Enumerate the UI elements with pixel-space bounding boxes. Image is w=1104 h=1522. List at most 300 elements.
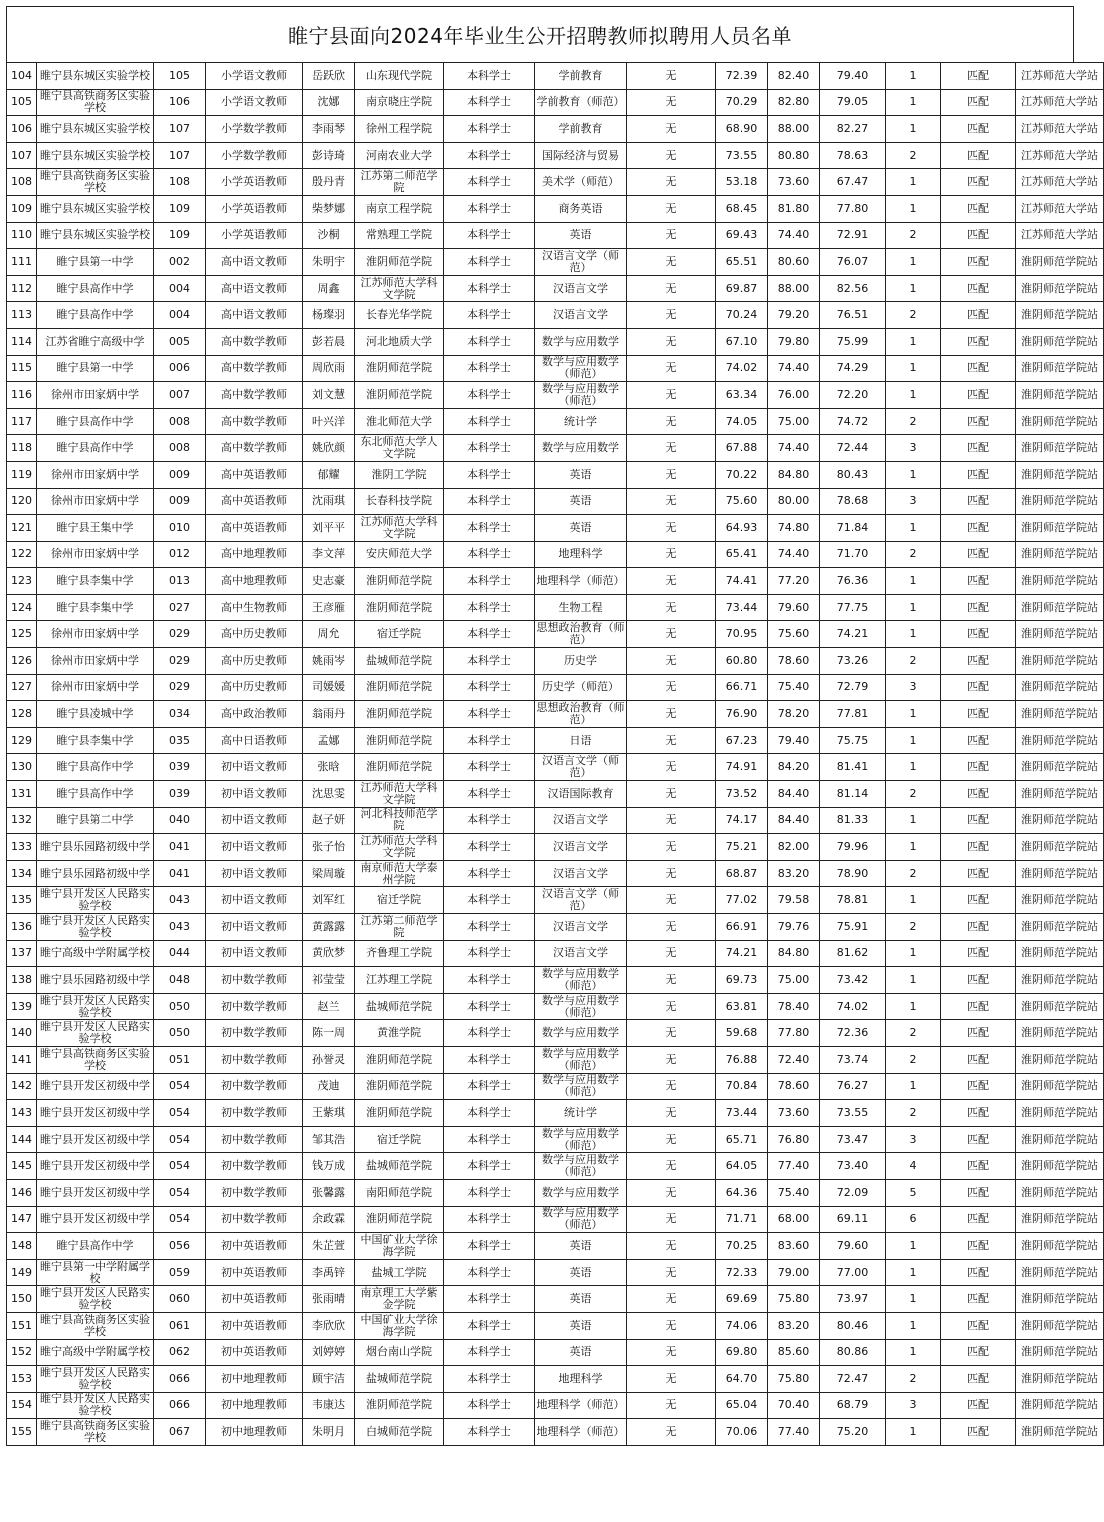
table-row (7, 1073, 1104, 1100)
table-row (7, 887, 1104, 914)
match-cell: 匹配 (941, 993, 1016, 1020)
position-cell: 高中历史教师 (206, 674, 303, 701)
seq-cell: 106 (7, 116, 37, 143)
total-score-cell: 75.20 (820, 1419, 886, 1446)
university-cell: 长春科技学院 (355, 488, 444, 515)
rank-cell: 2 (886, 781, 941, 808)
school-cell: 睢宁县开发区人民路实验学校 (37, 887, 154, 914)
major-cell: 地理科学 (535, 1366, 627, 1393)
total-score-cell: 78.81 (820, 887, 886, 914)
school-cell: 睢宁县开发区初级中学 (37, 1073, 154, 1100)
station-cell: 淮阴师范学院站 (1016, 568, 1104, 595)
interview-score-cell: 84.40 (768, 781, 820, 808)
table-row (7, 222, 1104, 249)
university-cell: 长春光华学院 (355, 302, 444, 329)
rank-cell: 1 (886, 116, 941, 143)
university-cell: 淮阴师范学院 (355, 1206, 444, 1233)
school-cell: 睢宁县开发区初级中学 (37, 1206, 154, 1233)
position-cell: 初中地理教师 (206, 1419, 303, 1446)
total-score-cell: 80.46 (820, 1312, 886, 1339)
position-cell: 高中数学教师 (206, 355, 303, 382)
table-row (7, 195, 1104, 222)
name-cell: 孙誉灵 (303, 1046, 355, 1073)
written-score-cell: 70.29 (716, 89, 768, 116)
rank-cell: 2 (886, 1046, 941, 1073)
university-cell: 安庆师范大学 (355, 541, 444, 568)
post-code-cell: 054 (154, 1100, 206, 1127)
major-cell: 数学与应用数学 (535, 1020, 627, 1047)
extra-cell: 无 (627, 887, 716, 914)
rank-cell: 1 (886, 1286, 941, 1313)
university-cell: 烟台南山学院 (355, 1339, 444, 1366)
position-cell: 高中英语教师 (206, 461, 303, 488)
written-score-cell: 64.70 (716, 1366, 768, 1393)
major-cell: 英语 (535, 515, 627, 542)
university-cell: 江苏师范大学科文学院 (355, 834, 444, 861)
major-cell: 数学与应用数学（师范） (535, 1046, 627, 1073)
rank-cell: 1 (886, 1073, 941, 1100)
rank-cell: 1 (886, 1312, 941, 1339)
station-cell: 淮阴师范学院站 (1016, 1339, 1104, 1366)
degree-cell: 本科学士 (444, 727, 535, 754)
extra-cell: 无 (627, 568, 716, 595)
degree-cell: 本科学士 (444, 1020, 535, 1047)
interview-score-cell: 79.00 (768, 1259, 820, 1286)
station-cell: 淮阴师范学院站 (1016, 461, 1104, 488)
interview-score-cell: 77.40 (768, 1153, 820, 1180)
school-cell: 睢宁县东城区实验学校 (37, 63, 154, 90)
table-row (7, 1286, 1104, 1313)
major-cell: 统计学 (535, 408, 627, 435)
station-cell: 淮阴师范学院站 (1016, 275, 1104, 302)
station-cell: 淮阴师范学院站 (1016, 1259, 1104, 1286)
degree-cell: 本科学士 (444, 1206, 535, 1233)
total-score-cell: 81.41 (820, 754, 886, 781)
degree-cell: 本科学士 (444, 914, 535, 941)
seq-cell: 107 (7, 142, 37, 169)
post-code-cell: 027 (154, 594, 206, 621)
university-cell: 淮阴师范学院 (355, 249, 444, 276)
station-cell: 淮阴师范学院站 (1016, 914, 1104, 941)
post-code-cell: 041 (154, 834, 206, 861)
written-score-cell: 76.90 (716, 701, 768, 728)
seq-cell: 122 (7, 541, 37, 568)
school-cell: 睢宁县高铁商务区实验学校 (37, 169, 154, 196)
interview-score-cell: 88.00 (768, 116, 820, 143)
station-cell: 淮阴师范学院站 (1016, 594, 1104, 621)
rank-cell: 1 (886, 1419, 941, 1446)
post-code-cell: 002 (154, 249, 206, 276)
interview-score-cell: 74.40 (768, 222, 820, 249)
university-cell: 淮阴师范学院 (355, 701, 444, 728)
station-cell: 淮阴师范学院站 (1016, 621, 1104, 648)
post-code-cell: 059 (154, 1259, 206, 1286)
degree-cell: 本科学士 (444, 461, 535, 488)
total-score-cell: 81.33 (820, 807, 886, 834)
major-cell: 汉语言文学（师范） (535, 754, 627, 781)
major-cell: 英语 (535, 1312, 627, 1339)
seq-cell: 136 (7, 914, 37, 941)
major-cell: 英语 (535, 1339, 627, 1366)
name-cell: 茂迪 (303, 1073, 355, 1100)
interview-score-cell: 84.20 (768, 754, 820, 781)
extra-cell: 无 (627, 1339, 716, 1366)
major-cell: 地理科学 (535, 541, 627, 568)
table-row (7, 967, 1104, 994)
name-cell: 翁雨丹 (303, 701, 355, 728)
post-code-cell: 004 (154, 302, 206, 329)
university-cell: 江苏师范大学科文学院 (355, 781, 444, 808)
position-cell: 小学数学教师 (206, 116, 303, 143)
match-cell: 匹配 (941, 275, 1016, 302)
school-cell: 睢宁县开发区初级中学 (37, 1153, 154, 1180)
university-cell: 淮阴师范学院 (355, 382, 444, 409)
total-score-cell: 73.55 (820, 1100, 886, 1127)
post-code-cell: 010 (154, 515, 206, 542)
table-row (7, 1206, 1104, 1233)
station-cell: 淮阴师范学院站 (1016, 328, 1104, 355)
position-cell: 初中数学教师 (206, 1046, 303, 1073)
table-row (7, 1339, 1104, 1366)
extra-cell: 无 (627, 169, 716, 196)
degree-cell: 本科学士 (444, 1392, 535, 1419)
university-cell: 黄淮学院 (355, 1020, 444, 1047)
university-cell: 南阳师范学院 (355, 1179, 444, 1206)
major-cell: 数学与应用数学（师范） (535, 993, 627, 1020)
name-cell: 岳跃欣 (303, 63, 355, 90)
degree-cell: 本科学士 (444, 1286, 535, 1313)
extra-cell: 无 (627, 515, 716, 542)
table-row (7, 461, 1104, 488)
position-cell: 小学数学教师 (206, 142, 303, 169)
major-cell: 数学与应用数学 (535, 1179, 627, 1206)
major-cell: 历史学（师范） (535, 674, 627, 701)
post-code-cell: 048 (154, 967, 206, 994)
name-cell: 黄露露 (303, 914, 355, 941)
seq-cell: 110 (7, 222, 37, 249)
station-cell: 淮阴师范学院站 (1016, 1233, 1104, 1260)
table-row (7, 648, 1104, 675)
university-cell: 盐城工学院 (355, 1259, 444, 1286)
seq-cell: 117 (7, 408, 37, 435)
match-cell: 匹配 (941, 302, 1016, 329)
rank-cell: 1 (886, 887, 941, 914)
table-row (7, 382, 1104, 409)
position-cell: 初中语文教师 (206, 807, 303, 834)
major-cell: 地理科学（师范） (535, 1419, 627, 1446)
seq-cell: 127 (7, 674, 37, 701)
post-code-cell: 043 (154, 887, 206, 914)
university-cell: 宿迁学院 (355, 887, 444, 914)
major-cell: 英语 (535, 1259, 627, 1286)
position-cell: 高中语文教师 (206, 275, 303, 302)
school-cell: 睢宁县高作中学 (37, 435, 154, 462)
interview-score-cell: 85.60 (768, 1339, 820, 1366)
written-score-cell: 72.33 (716, 1259, 768, 1286)
school-cell: 睢宁县第二中学 (37, 807, 154, 834)
written-score-cell: 69.80 (716, 1339, 768, 1366)
rank-cell: 1 (886, 275, 941, 302)
seq-cell: 149 (7, 1259, 37, 1286)
extra-cell: 无 (627, 435, 716, 462)
name-cell: 张子怡 (303, 834, 355, 861)
total-score-cell: 77.75 (820, 594, 886, 621)
degree-cell: 本科学士 (444, 222, 535, 249)
position-cell: 小学英语教师 (206, 169, 303, 196)
station-cell: 淮阴师范学院站 (1016, 674, 1104, 701)
school-cell: 徐州市田家炳中学 (37, 648, 154, 675)
seq-cell: 150 (7, 1286, 37, 1313)
extra-cell: 无 (627, 1312, 716, 1339)
match-cell: 匹配 (941, 1286, 1016, 1313)
name-cell: 陈一周 (303, 1020, 355, 1047)
station-cell: 淮阴师范学院站 (1016, 887, 1104, 914)
degree-cell: 本科学士 (444, 887, 535, 914)
written-score-cell: 76.88 (716, 1046, 768, 1073)
school-cell: 睢宁县高作中学 (37, 781, 154, 808)
school-cell: 睢宁县开发区初级中学 (37, 1126, 154, 1153)
total-score-cell: 72.09 (820, 1179, 886, 1206)
extra-cell: 无 (627, 754, 716, 781)
total-score-cell: 73.74 (820, 1046, 886, 1073)
written-score-cell: 68.87 (716, 860, 768, 887)
position-cell: 初中英语教师 (206, 1233, 303, 1260)
degree-cell: 本科学士 (444, 382, 535, 409)
name-cell: 沈思雯 (303, 781, 355, 808)
post-code-cell: 066 (154, 1392, 206, 1419)
total-score-cell: 76.36 (820, 568, 886, 595)
seq-cell: 131 (7, 781, 37, 808)
university-cell: 淮阴工学院 (355, 461, 444, 488)
post-code-cell: 040 (154, 807, 206, 834)
position-cell: 初中英语教师 (206, 1339, 303, 1366)
written-score-cell: 70.84 (716, 1073, 768, 1100)
interview-score-cell: 78.60 (768, 1073, 820, 1100)
major-cell: 生物工程 (535, 594, 627, 621)
rank-cell: 1 (886, 727, 941, 754)
interview-score-cell: 76.00 (768, 382, 820, 409)
written-score-cell: 65.04 (716, 1392, 768, 1419)
degree-cell: 本科学士 (444, 89, 535, 116)
seq-cell: 129 (7, 727, 37, 754)
major-cell: 学前教育（师范） (535, 89, 627, 116)
extra-cell: 无 (627, 275, 716, 302)
major-cell: 数学与应用数学（师范） (535, 1206, 627, 1233)
name-cell: 李文萍 (303, 541, 355, 568)
school-cell: 睢宁县开发区初级中学 (37, 1100, 154, 1127)
degree-cell: 本科学士 (444, 594, 535, 621)
total-score-cell: 72.91 (820, 222, 886, 249)
written-score-cell: 69.87 (716, 275, 768, 302)
written-score-cell: 74.91 (716, 754, 768, 781)
extra-cell: 无 (627, 116, 716, 143)
interview-score-cell: 73.60 (768, 169, 820, 196)
major-cell: 汉语言文学（师范） (535, 887, 627, 914)
seq-cell: 125 (7, 621, 37, 648)
extra-cell: 无 (627, 89, 716, 116)
station-cell: 江苏师范大学站 (1016, 142, 1104, 169)
match-cell: 匹配 (941, 621, 1016, 648)
post-code-cell: 013 (154, 568, 206, 595)
position-cell: 初中数学教师 (206, 1206, 303, 1233)
degree-cell: 本科学士 (444, 169, 535, 196)
position-cell: 初中语文教师 (206, 887, 303, 914)
school-cell: 睢宁县王集中学 (37, 515, 154, 542)
extra-cell: 无 (627, 1233, 716, 1260)
school-cell: 睢宁县第一中学附属学校 (37, 1259, 154, 1286)
match-cell: 匹配 (941, 1339, 1016, 1366)
name-cell: 朱芷萱 (303, 1233, 355, 1260)
extra-cell: 无 (627, 249, 716, 276)
table-row (7, 275, 1104, 302)
written-score-cell: 68.45 (716, 195, 768, 222)
post-code-cell: 004 (154, 275, 206, 302)
match-cell: 匹配 (941, 63, 1016, 90)
seq-cell: 130 (7, 754, 37, 781)
major-cell: 思想政治教育（师范） (536, 701, 625, 727)
degree-cell: 本科学士 (444, 1179, 535, 1206)
seq-cell: 111 (7, 249, 37, 276)
rank-cell: 1 (886, 63, 941, 90)
school-cell: 睢宁县李集中学 (37, 594, 154, 621)
name-cell: 李禹锌 (303, 1259, 355, 1286)
match-cell: 匹配 (941, 727, 1016, 754)
total-score-cell: 73.40 (820, 1153, 886, 1180)
name-cell: 姚雨岑 (303, 648, 355, 675)
interview-score-cell: 80.00 (768, 488, 820, 515)
degree-cell: 本科学士 (444, 63, 535, 90)
table-row (7, 1259, 1104, 1286)
table-row (7, 914, 1104, 941)
university-cell: 江苏第二师范学院 (355, 169, 444, 196)
match-cell: 匹配 (941, 1419, 1016, 1446)
major-cell: 数学与应用数学（师范） (535, 1153, 627, 1180)
university-cell: 淮阴师范学院 (355, 1046, 444, 1073)
school-cell: 睢宁县高铁商务区实验学校 (37, 1419, 154, 1446)
total-score-cell: 80.86 (820, 1339, 886, 1366)
rank-cell: 1 (886, 993, 941, 1020)
post-code-cell: 005 (154, 328, 206, 355)
total-score-cell: 77.00 (820, 1259, 886, 1286)
post-code-cell: 062 (154, 1339, 206, 1366)
total-score-cell: 75.91 (820, 914, 886, 941)
total-score-cell: 75.75 (820, 727, 886, 754)
table-row (7, 1233, 1104, 1260)
table-row (7, 1046, 1104, 1073)
university-cell: 河北地质大学 (355, 328, 444, 355)
match-cell: 匹配 (941, 1126, 1016, 1153)
written-score-cell: 68.90 (716, 116, 768, 143)
station-cell: 淮阴师范学院站 (1016, 1153, 1104, 1180)
position-cell: 高中政治教师 (206, 701, 303, 728)
written-score-cell: 65.51 (716, 249, 768, 276)
match-cell: 匹配 (941, 940, 1016, 967)
position-cell: 初中数学教师 (206, 993, 303, 1020)
written-score-cell: 65.71 (716, 1126, 768, 1153)
interview-score-cell: 82.00 (768, 834, 820, 861)
total-score-cell: 73.26 (820, 648, 886, 675)
degree-cell: 本科学士 (444, 249, 535, 276)
post-code-cell: 108 (154, 169, 206, 196)
match-cell: 匹配 (941, 355, 1016, 382)
major-cell: 数学与应用数学（师范） (535, 1126, 627, 1153)
rank-cell: 1 (886, 1259, 941, 1286)
extra-cell: 无 (627, 302, 716, 329)
position-cell: 初中数学教师 (206, 1020, 303, 1047)
station-cell: 淮阴师范学院站 (1016, 488, 1104, 515)
interview-score-cell: 79.58 (768, 887, 820, 914)
written-score-cell: 63.34 (716, 382, 768, 409)
station-cell: 江苏师范大学站 (1016, 222, 1104, 249)
university-cell: 淮阴师范学院 (355, 594, 444, 621)
post-code-cell: 051 (154, 1046, 206, 1073)
degree-cell: 本科学士 (444, 116, 535, 143)
position-cell: 高中地理教师 (206, 541, 303, 568)
major-cell: 数学与应用数学（师范） (535, 1073, 627, 1100)
school-cell: 睢宁县东城区实验学校 (37, 142, 154, 169)
document-sheet (6, 6, 1098, 1446)
post-code-cell: 009 (154, 488, 206, 515)
university-cell: 常熟理工学院 (355, 222, 444, 249)
position-cell: 高中日语教师 (206, 727, 303, 754)
station-cell: 淮阴师范学院站 (1016, 302, 1104, 329)
table-row (7, 568, 1104, 595)
name-cell: 赵子妍 (303, 807, 355, 834)
major-cell: 思想政治教育（师范） (536, 621, 625, 647)
written-score-cell: 60.80 (716, 648, 768, 675)
rank-cell: 3 (886, 674, 941, 701)
match-cell: 匹配 (941, 1392, 1016, 1419)
interview-score-cell: 84.80 (768, 940, 820, 967)
rank-cell: 1 (886, 169, 941, 196)
interview-score-cell: 78.60 (768, 648, 820, 675)
seq-cell: 144 (7, 1126, 37, 1153)
total-score-cell: 81.62 (820, 940, 886, 967)
written-score-cell: 73.52 (716, 781, 768, 808)
degree-cell: 本科学士 (444, 515, 535, 542)
station-cell: 淮阴师范学院站 (1016, 382, 1104, 409)
university-cell: 河南农业大学 (355, 142, 444, 169)
seq-cell: 109 (7, 195, 37, 222)
station-cell: 淮阴师范学院站 (1016, 754, 1104, 781)
table-row (7, 1153, 1104, 1180)
seq-cell: 128 (7, 701, 37, 728)
table-row (7, 328, 1104, 355)
table-row (7, 116, 1104, 143)
match-cell: 匹配 (941, 807, 1016, 834)
seq-cell: 133 (7, 834, 37, 861)
table-row (7, 1312, 1104, 1339)
station-cell: 淮阴师范学院站 (1016, 541, 1104, 568)
rank-cell: 2 (886, 1020, 941, 1047)
position-cell: 初中语文教师 (206, 781, 303, 808)
seq-cell: 104 (7, 63, 37, 90)
match-cell: 匹配 (941, 116, 1016, 143)
match-cell: 匹配 (941, 860, 1016, 887)
written-score-cell: 59.68 (716, 1020, 768, 1047)
written-score-cell: 53.18 (716, 169, 768, 196)
degree-cell: 本科学士 (444, 940, 535, 967)
extra-cell: 无 (627, 1126, 716, 1153)
rank-cell: 1 (886, 621, 941, 648)
university-cell: 中国矿业大学徐海学院 (355, 1233, 444, 1260)
seq-cell: 155 (7, 1419, 37, 1446)
rank-cell: 2 (886, 541, 941, 568)
match-cell: 匹配 (941, 568, 1016, 595)
seq-cell: 123 (7, 568, 37, 595)
degree-cell: 本科学士 (444, 568, 535, 595)
written-score-cell: 73.44 (716, 1100, 768, 1127)
